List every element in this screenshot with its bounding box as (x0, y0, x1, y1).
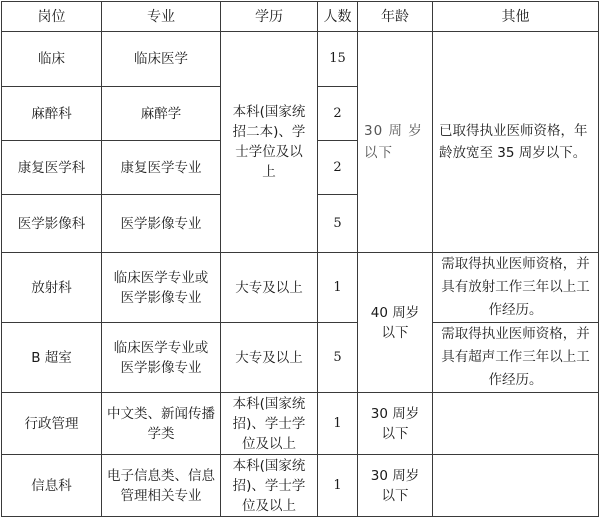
age-cell-group1: 30 周 岁 以下 (358, 32, 433, 253)
major-cell: 临床医学 (102, 32, 221, 87)
header-post: 岗位 (2, 2, 102, 32)
major-cell: 电子信息类、信息 管理相关专业 (102, 455, 221, 517)
post-cell: 医学影像科 (2, 195, 102, 253)
major-cell: 中文类、新闻传播 学类 (102, 393, 221, 455)
education-cell: 本科(国家统 招)、学士学 位及以上 (221, 393, 318, 455)
count-cell: 2 (318, 141, 358, 195)
major-cell: 麻醉学 (102, 87, 221, 141)
education-cell: 大专及以上 (221, 323, 318, 393)
post-cell: 放射科 (2, 253, 102, 323)
post-cell: 信息科 (2, 455, 102, 517)
count-cell: 5 (318, 323, 358, 393)
major-cell: 临床医学专业或 医学影像专业 (102, 253, 221, 323)
count-cell: 2 (318, 87, 358, 141)
education-cell: 大专及以上 (221, 253, 318, 323)
post-cell: 麻醉科 (2, 87, 102, 141)
education-cell-group1: 本科(国家统 招二本)、学 士学位及以 上 (221, 32, 318, 253)
header-count: 人数 (318, 2, 358, 32)
count-cell: 15 (318, 32, 358, 87)
count-cell: 1 (318, 253, 358, 323)
count-cell: 1 (318, 455, 358, 517)
age-cell-group2: 40 周岁 以下 (358, 253, 433, 393)
table-row (2, 393, 599, 455)
age-cell: 30 周岁 以下 (358, 393, 433, 455)
other-cell (433, 393, 599, 455)
header-age: 年龄 (358, 2, 433, 32)
table-row (2, 253, 599, 323)
table-row (2, 323, 599, 393)
header-other: 其他 (433, 2, 599, 32)
other-cell (433, 455, 599, 517)
other-cell-ultrasound: 需取得执业医师资格，并 具有超声工作三年以上工 作经历。 (433, 323, 599, 393)
age-cell: 30 周岁 以下 (358, 455, 433, 517)
post-cell: B 超室 (2, 323, 102, 393)
header-row (2, 2, 599, 32)
major-cell: 医学影像专业 (102, 195, 221, 253)
post-cell: 行政管理 (2, 393, 102, 455)
other-cell-group1: 已取得执业医师资格，年龄放宽至 35 周岁以下。 (433, 32, 599, 253)
post-cell: 康复医学科 (2, 141, 102, 195)
count-cell: 1 (318, 393, 358, 455)
table-row (2, 32, 599, 87)
table-row (2, 455, 599, 517)
recruitment-table (1, 1, 599, 517)
header-major: 专业 (102, 2, 221, 32)
header-education: 学历 (221, 2, 318, 32)
count-cell: 5 (318, 195, 358, 253)
major-cell: 临床医学专业或 医学影像专业 (102, 323, 221, 393)
education-cell: 本科(国家统 招)、学士学 位及以上 (221, 455, 318, 517)
post-cell: 临床 (2, 32, 102, 87)
other-cell-radiology: 需取得执业医师资格，并 具有放射工作三年以上工 作经历。 (433, 253, 599, 323)
major-cell: 康复医学专业 (102, 141, 221, 195)
